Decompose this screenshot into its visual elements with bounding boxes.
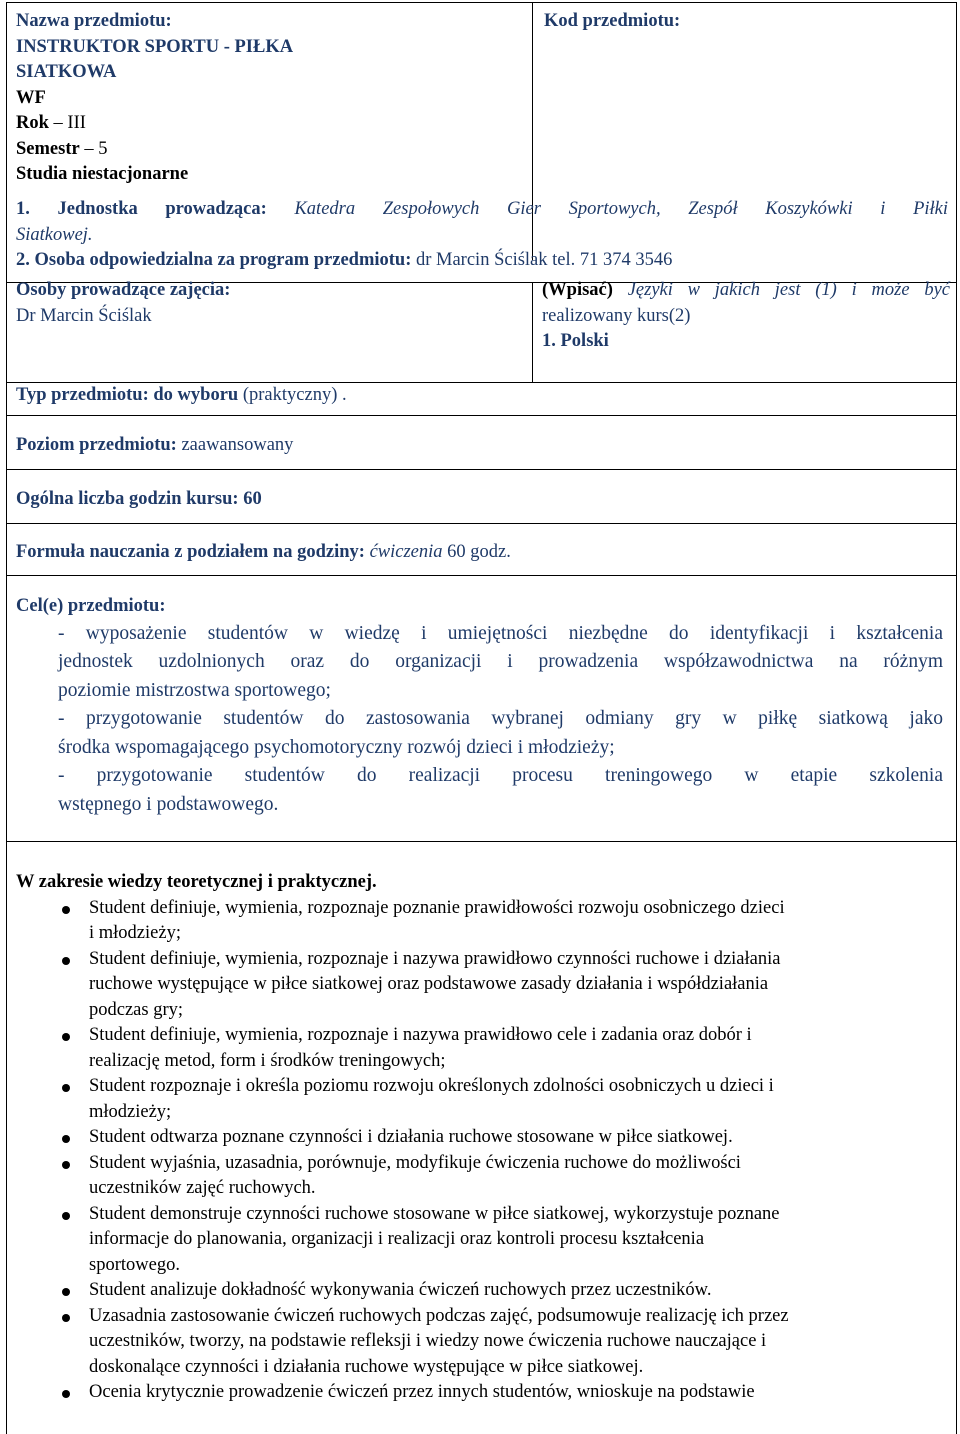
unit-label: 1. Jednostka prowadząca: <box>16 199 267 219</box>
teachers-cell <box>16 278 526 382</box>
course-level <box>16 433 948 459</box>
bullet-icon <box>62 1135 70 1143</box>
languages-cell <box>542 278 950 382</box>
goal-line: jednostek uzdolnionych oraz do organizacji i prowadzenia współzawodnictwa na różnym <box>58 651 943 672</box>
list-item: Ocenia krytycznie prowadzenie ćwiczeń przez innych studentów, wnioskuje na podstawie <box>16 1380 942 1406</box>
goal-line: - wyposażenie studentów w wiedzę i umiejętności niezbędne do identyfikacji i kształcenia <box>58 622 943 644</box>
total-hours-label: Ogólna liczba godzin kursu: <box>16 489 239 509</box>
unit-block <box>16 197 948 274</box>
goal-line: wstępnego i podstawowego. <box>58 793 279 815</box>
teachers-value: Dr Marcin Ściślak <box>16 305 152 326</box>
responsible-label: 2. Osoba odpowiedzialna za program przedmiotu: <box>16 250 412 270</box>
header-row <box>7 3 956 283</box>
teachers-label: Osoby prowadzące zajęcia: <box>16 280 231 300</box>
course-type-value: (praktyczny) . <box>242 385 347 405</box>
list-item: Student demonstruje czynności ruchowe stosowane w piłce siatkowej, wykorzystuje poznane informacje do planowania, organizacji i realizacji oraz kontroli procesu kształcenia sportowego. <box>16 1202 942 1279</box>
bullet-icon <box>62 1161 70 1169</box>
year-label: Rok <box>16 113 49 133</box>
list-item: Student definiuje, wymienia, rozpoznaje i nazywa prawidłowo cele i zadania oraz dobór i realizację metod, form i środków treningowych; <box>16 1023 942 1074</box>
list-item: Student odtwarza poznane czynności i działania ruchowe stosowane w piłce siatkowej. <box>16 1125 942 1151</box>
teaching-form-type: ćwiczenia <box>369 542 443 562</box>
total-hours-value: 60 <box>243 489 262 509</box>
bullet-icon <box>62 1212 70 1220</box>
course-type-bold: do wyboru <box>153 385 239 405</box>
faculty: WF <box>16 87 46 108</box>
teachers-row <box>7 280 956 383</box>
total-hours <box>16 487 948 513</box>
subject-name-line2: SIATKOWA <box>16 62 117 82</box>
list-item: Student analizuje dokładność wykonywania ćwiczeń ruchowych przez uczestników. <box>16 1278 942 1304</box>
languages-hint: Języki w jakich jest (1) i może być <box>627 280 950 300</box>
goals-label: Cel(e) przedmiotu: <box>16 596 166 616</box>
semester-value: – 5 <box>79 138 108 159</box>
code-label: Kod przedmiotu: <box>544 11 681 31</box>
bullet-icon <box>62 1288 70 1296</box>
unit-value-line2: Siatkowej. <box>16 224 93 245</box>
goal-line: - przygotowanie studentów do zastosowania wybranej odmiany gry w piłkę siatkową jako <box>58 708 943 729</box>
list-item: Student rozpoznaje i określa poziomu rozwoju określonych zdolności osobniczych u dzieci i młodzieży; <box>16 1074 942 1125</box>
course-level-label: Poziom przedmiotu: <box>16 435 177 455</box>
subject-name-label: Nazwa przedmiotu: <box>16 11 172 31</box>
teaching-form-hours: 60 godz. <box>447 542 511 562</box>
knowledge-block <box>16 870 942 1406</box>
goal-line: poziomie mistrzostwa sportowego; <box>58 679 331 701</box>
syllabus-document <box>6 2 957 1434</box>
bullet-icon <box>62 1390 70 1398</box>
outcomes-list <box>16 896 942 1406</box>
responsible <box>16 248 948 274</box>
subject-name-line1: INSTRUKTOR SPORTU - PIŁKA <box>16 36 294 57</box>
list-item: Student wyjaśnia, uzasadnia, porównuje, modyfikuje ćwiczenia ruchowe do możliwości uczestników zajęć ruchowych. <box>16 1151 942 1202</box>
course-type <box>16 383 948 409</box>
year-value: – III <box>48 113 86 133</box>
unit-line1 <box>16 197 948 223</box>
bullet-icon <box>62 1314 70 1322</box>
languages-hint-line2: realizowany kurs(2) <box>542 305 691 326</box>
teaching-form <box>16 540 948 566</box>
bullet-icon <box>62 1033 70 1041</box>
study-mode: Studia niestacjonarne <box>16 164 189 184</box>
languages-label: (Wpisać) <box>542 280 613 300</box>
bullet-icon <box>62 906 70 914</box>
goals-block <box>16 594 943 819</box>
languages-hint-line <box>542 278 950 304</box>
semester <box>16 137 526 163</box>
teaching-form-label: Formuła nauczania z podziałem na godziny: <box>16 542 365 562</box>
course-type-label: Typ przedmiotu: <box>16 385 149 405</box>
languages-value: 1. Polski <box>542 331 609 351</box>
list-item: Uzasadnia zastosowanie ćwiczeń ruchowych podczas zajęć, podsumowuje realizację ich przez uczestników, tworzy, na podstawie refleksji i wiedzy nowe ćwiczenia ruchowe nauczające i doskonalące czynności i działania ruchowe występujące w piłce siatkowej. <box>16 1304 942 1381</box>
list-item: Student definiuje, wymienia, rozpoznaje i nazywa prawidłowo czynności ruchowe i działania ruchowe występujące w piłce siatkowej oraz podstawowe zasady działania i współdziałania podczas gry; <box>16 947 942 1024</box>
year <box>16 111 526 137</box>
semester-label: Semestr <box>16 138 80 159</box>
course-level-value: zaawansowany <box>181 435 294 455</box>
bullet-icon <box>62 957 70 965</box>
responsible-value: dr Marcin Ściślak tel. 71 374 3546 <box>415 250 673 270</box>
unit-value-line1: Katedra Zespołowych Gier Sportowych, Zespół Koszykówki i Piłki <box>294 199 949 219</box>
knowledge-heading: W zakresie wiedzy teoretycznej i praktycznej. <box>16 872 377 892</box>
goal-line: - przygotowanie studentów do realizacji procesu treningowego w etapie szkolenia <box>58 765 943 786</box>
list-item: Student definiuje, wymienia, rozpoznaje poznanie prawidłowości rozwoju osobniczego dzieci i młodzieży; <box>16 896 942 947</box>
bullet-icon <box>62 1084 70 1092</box>
goal-line: środka wspomagającego psychomotoryczny rozwój dzieci i młodzieży; <box>58 736 615 758</box>
